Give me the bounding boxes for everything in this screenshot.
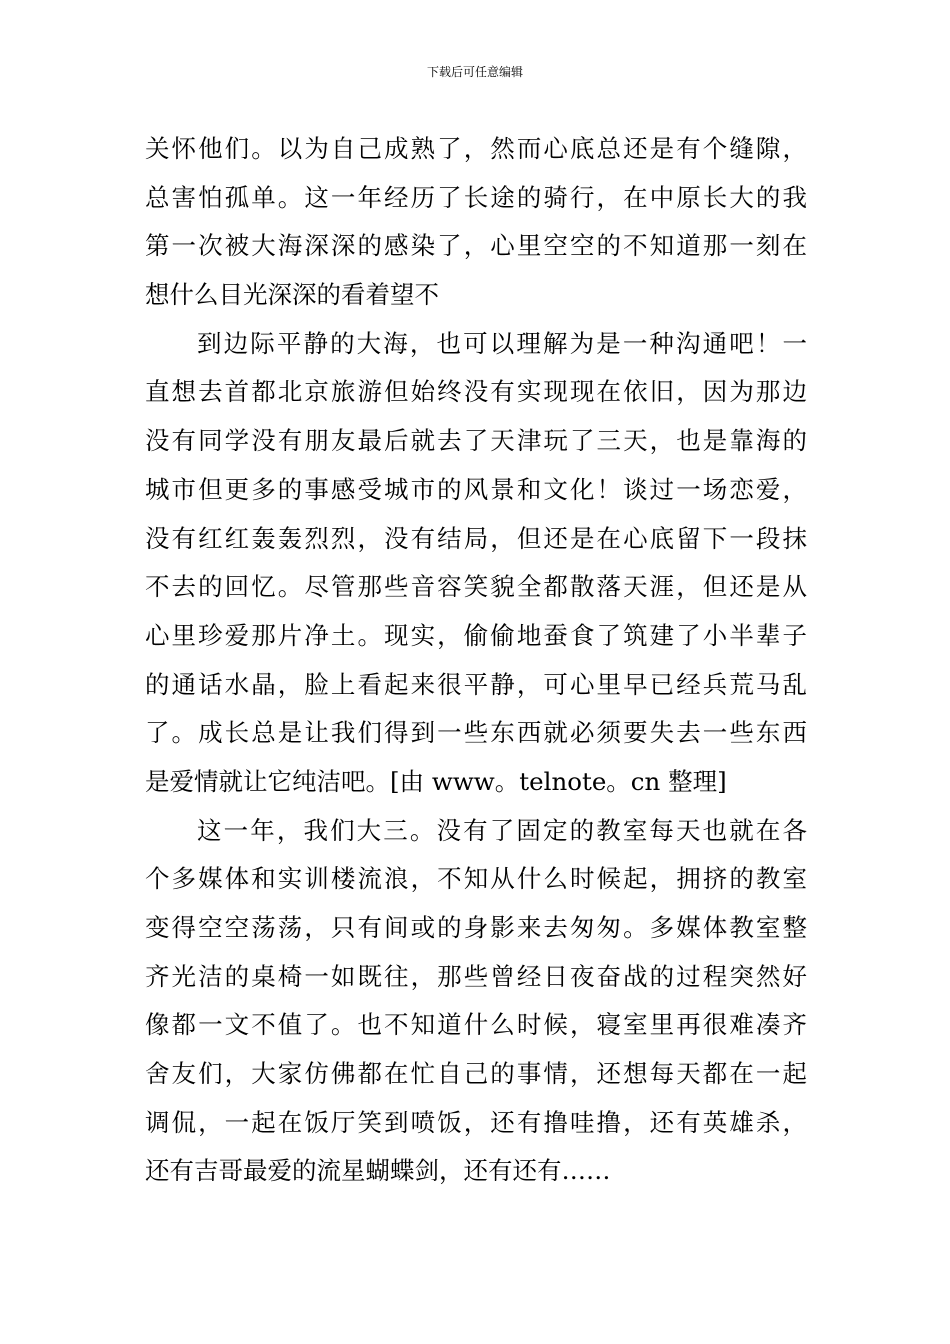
text-line: 了。成长总是让我们得到一些东西就必须要失去一些东西	[145, 718, 807, 748]
text-line: 是爱情就让它纯洁吧。[由 www。telnote。cn 整理]	[145, 766, 727, 796]
text-line: 个多媒体和实训楼流浪，不知从什么时候起，拥挤的教室	[145, 864, 807, 894]
document-body	[145, 125, 807, 1196]
text-line: 还有吉哥最爱的流星蝴蝶剑，还有还有……	[145, 1156, 611, 1186]
text-line: 调侃，一起在饭厅笑到喷饭，还有撸哇撸，还有英雄杀，	[145, 1107, 807, 1137]
text-line: 心里珍爱那片净土。现实，偷偷地蚕食了筑建了小半辈子	[145, 620, 807, 650]
paragraph-start-line: 到边际平静的大海，也可以理解为是一种沟通吧！一	[197, 328, 807, 358]
text-line: 的通话水晶，脸上看起来很平静，可心里早已经兵荒马乱	[145, 669, 807, 699]
page-header: 下载后可任意编辑	[426, 65, 523, 79]
text-line: 城市但更多的事感受城市的风景和文化！谈过一场恋爱，	[145, 474, 807, 504]
text-line: 舍友们，大家仿佛都在忙自己的事情，还想每天都在一起	[145, 1059, 807, 1089]
text-line: 直想去首都北京旅游但始终没有实现现在依旧，因为那边	[145, 377, 807, 407]
paragraph-start-line: 这一年，我们大三。没有了固定的教室每天也就在各	[197, 815, 807, 845]
text-line: 变得空空荡荡，只有间或的身影来去匆匆。多媒体教室整	[145, 913, 807, 942]
text-line: 第一次被大海深深的感染了，心里空空的不知道那一刻在	[145, 231, 807, 261]
text-line: 没有同学没有朋友最后就去了天津玩了三天，也是靠海的	[145, 426, 807, 456]
text-line: 没有红红轰轰烈烈，没有结局，但还是在心底留下一段抹	[145, 523, 807, 553]
text-line: 像都一文不值了。也不知道什么时候，寝室里再很难凑齐	[145, 1010, 807, 1040]
text-line: 总害怕孤单。这一年经历了长途的骑行，在中原长大的我	[145, 182, 807, 212]
text-line: 关怀他们。以为自己成熟了，然而心底总还是有个缝隙，	[145, 134, 807, 163]
text-line: 想什么目光深深的看着望不	[145, 280, 439, 310]
text-line: 不去的回忆。尽管那些音容笑貌全都散落天涯，但还是从	[145, 572, 807, 602]
text-line: 齐光洁的桌椅一如既往，那些曾经日夜奋战的过程突然好	[145, 961, 807, 991]
